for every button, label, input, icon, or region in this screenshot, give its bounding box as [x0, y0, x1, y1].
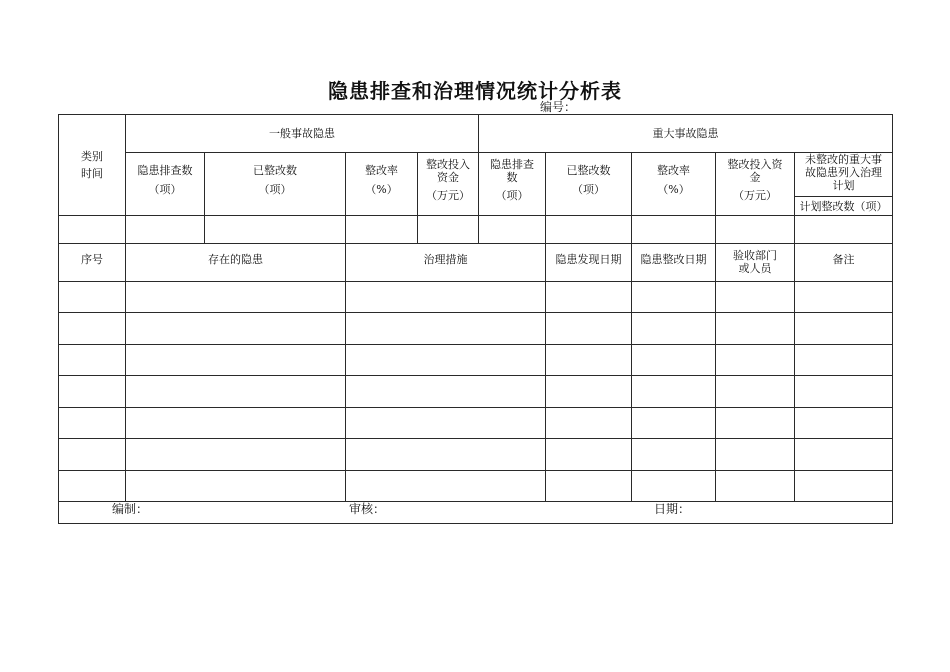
major-inspected-count-header: 隐患排查 数 （项）	[490, 158, 534, 202]
statistics-table	[58, 114, 893, 524]
reviewed-by-label: 审核：	[349, 502, 386, 516]
acceptance-header: 验收部门 或人员	[733, 249, 777, 275]
general-rectify-rate-header: 整改率 （%）	[365, 164, 398, 196]
unrectified-major-plan-header: 未整改的重大事 故隐患列入治理 计划	[805, 153, 882, 192]
compiled-by-label: 编制：	[112, 502, 149, 516]
date-label: 日期：	[654, 502, 691, 516]
major-rectified-count-header: 已整改数 （项）	[566, 164, 611, 196]
major-rectify-rate-header: 整改率 （%）	[657, 164, 690, 196]
plan-rectify-count-header: 计划整改数（项）	[799, 199, 888, 213]
remark-header: 备注	[832, 252, 855, 266]
general-investment-header: 整改投入 资金 （万元）	[426, 158, 470, 202]
sequence-number-header: 序号	[81, 252, 103, 266]
category-time-header: 类别 时间	[81, 150, 103, 180]
rectify-date-header: 隐患整改日期	[640, 252, 707, 266]
serial-number-label: 编号：	[540, 100, 577, 114]
form-title: 隐患排查和治理情况统计分析表	[328, 79, 622, 103]
major-hazard-group-header: 重大事故隐患	[652, 127, 719, 140]
general-hazard-group-header: 一般事故隐患	[269, 127, 335, 140]
major-investment-header: 整改投入资 金 （万元）	[727, 158, 783, 202]
general-rectified-count-header: 已整改数 （项）	[253, 164, 297, 196]
remediation-measure-header: 治理措施	[423, 252, 468, 266]
existing-hazard-header: 存在的隐患	[208, 252, 263, 266]
general-inspected-count-header: 隐患排查数 （项）	[137, 164, 193, 196]
found-date-header: 隐患发现日期	[555, 252, 622, 266]
